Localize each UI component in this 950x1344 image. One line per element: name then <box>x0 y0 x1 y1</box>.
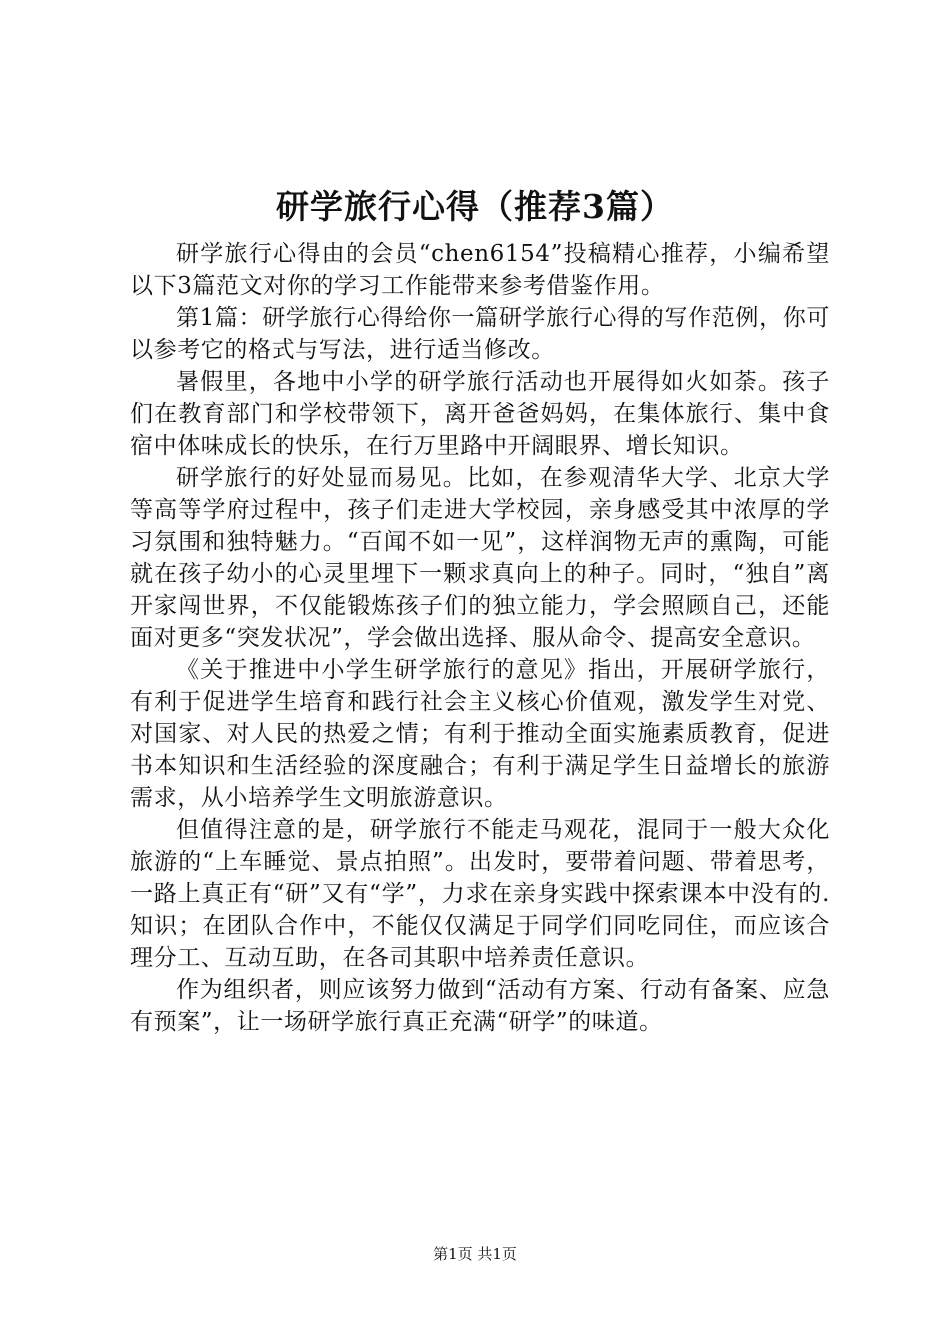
document-title: 研学旅行心得（推荐3篇） <box>276 187 674 226</box>
page-footer: 第1页 共1页 <box>433 1245 517 1263</box>
body-paragraph-benefits: 研学旅行的好处显而易见。比如，在参观清华大学、北京大学等高等学府过程中，孩子们走进大学校园，亲身感受其中浓厚的学习氛围和独特魅力。“百闻不如一见”，这样润物无声的熏陶，可能就在孩子幼小的心灵里埋下一颗求真向上的种子。同时，“独自”离开家闯世界，不仅能锻炼孩子们的独立能力，学会照顾自己，还能面对更多“突发状况”，学会做出选择、服从命令、提高安全意识。 <box>130 465 830 651</box>
body-paragraph-summer: 暑假里，各地中小学的研学旅行活动也开展得如火如荼。孩子们在教育部门和学校带领下，离开爸爸妈妈，在集体旅行、集中食宿中体味成长的快乐，在行万里路中开阔眼界、增长知识。 <box>130 369 830 459</box>
intro-paragraph: 研学旅行心得由的会员“chen6154”投稿精心推荐，小编希望以下3篇范文对你的学习工作能带来参考借鉴作用。 <box>130 241 830 299</box>
document-body <box>130 238 830 1038</box>
body-paragraph-caution: 但值得注意的是，研学旅行不能走马观花，混同于一般大众化旅游的“上车睡觉、景点拍照”。出发时，要带着问题、带着思考，一路上真正有“研”又有“学”，力求在亲身实践中探索课本中没有的.知识；在团队合作中，不能仅仅满足于同学们同吃同住，而应该合理分工、互动互助，在各司其职中培养责任意识。 <box>130 817 830 971</box>
chapter-heading-paragraph: 第1篇：研学旅行心得给你一篇研学旅行心得的写作范例，你可以参考它的格式与写法，进行适当修改。 <box>130 305 830 363</box>
body-paragraph-organizer: 作为组织者，则应该努力做到“活动有方案、行动有备案、应急有预案”，让一场研学旅行真正充满“研学”的味道。 <box>130 977 830 1035</box>
body-paragraph-policy: 《关于推进中小学生研学旅行的意见》指出，开展研学旅行，有利于促进学生培育和践行社会主义核心价值观，激发学生对党、对国家、对人民的热爱之情；有利于推动全面实施素质教育，促进书本知识和生活经验的深度融合；有利于满足学生日益增长的旅游需求，从小培养学生文明旅游意识。 <box>130 657 830 811</box>
